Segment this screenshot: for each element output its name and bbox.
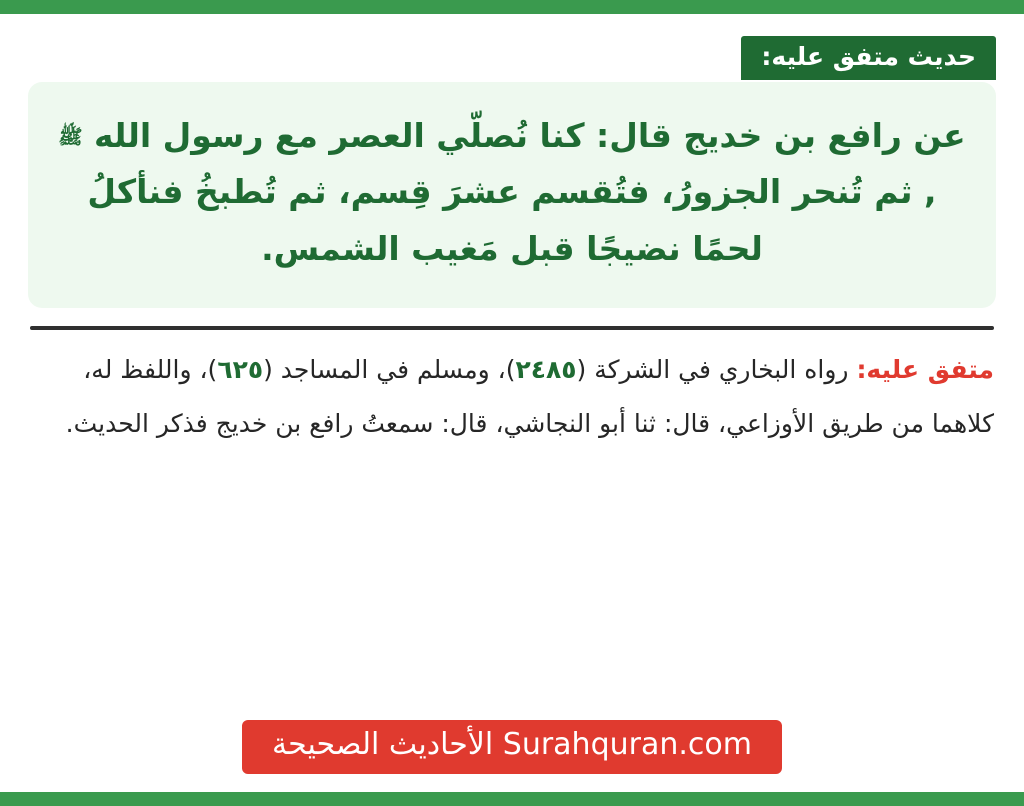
takhrij-line-1 xyxy=(30,348,994,393)
brand-site-name: Surahquran.com xyxy=(502,726,752,762)
section-divider xyxy=(30,326,994,330)
takhrij-hadith-number-muslim: ٦٢٥ xyxy=(217,354,264,384)
takhrij-line-2: كلاهما من طريق الأوزاعي، قال: ثنا أبو النجاشي، قال: سمعتُ رافع بن خديج فذكر الحديث. xyxy=(65,409,994,439)
hadith-text-part1: عن رافع بن خديج قال: كنا نُصلّي العصر مع رسول الله xyxy=(94,115,966,155)
card-content xyxy=(0,14,1024,792)
hadith-type-badge: حديث متفق عليه: xyxy=(741,36,996,80)
takhrij-line1-c: )، واللفظ له، xyxy=(83,354,218,384)
hadith-text-box xyxy=(28,82,996,308)
bottom-accent-strip xyxy=(0,792,1024,806)
takhrij-hadith-number-bukhari: ٢٤٨٥ xyxy=(515,354,577,384)
brand-badge[interactable] xyxy=(242,720,782,775)
label-row xyxy=(28,36,996,80)
takhrij-line1-a: رواه البخاري في الشركة ( xyxy=(576,354,857,384)
hadith-text xyxy=(58,108,966,278)
top-accent-strip xyxy=(0,0,1024,14)
brand-row xyxy=(28,720,996,793)
takhrij-line1-b: )، ومسلم في المساجد ( xyxy=(263,354,516,384)
sallallahu-alayhi-wasallam-icon: ﷺ xyxy=(58,123,83,148)
brand-tagline: الأحاديث الصحيحة xyxy=(272,726,494,762)
takhrij-label: متفق عليه: xyxy=(856,354,994,384)
hadith-text-part2: , ثم تُنحر الجزورُ، فتُقسم عشرَ قِسم، ثم تُطبخُ فنأكلُ لحمًا نضيجًا قبل مَغيب الشمس. xyxy=(87,172,937,268)
